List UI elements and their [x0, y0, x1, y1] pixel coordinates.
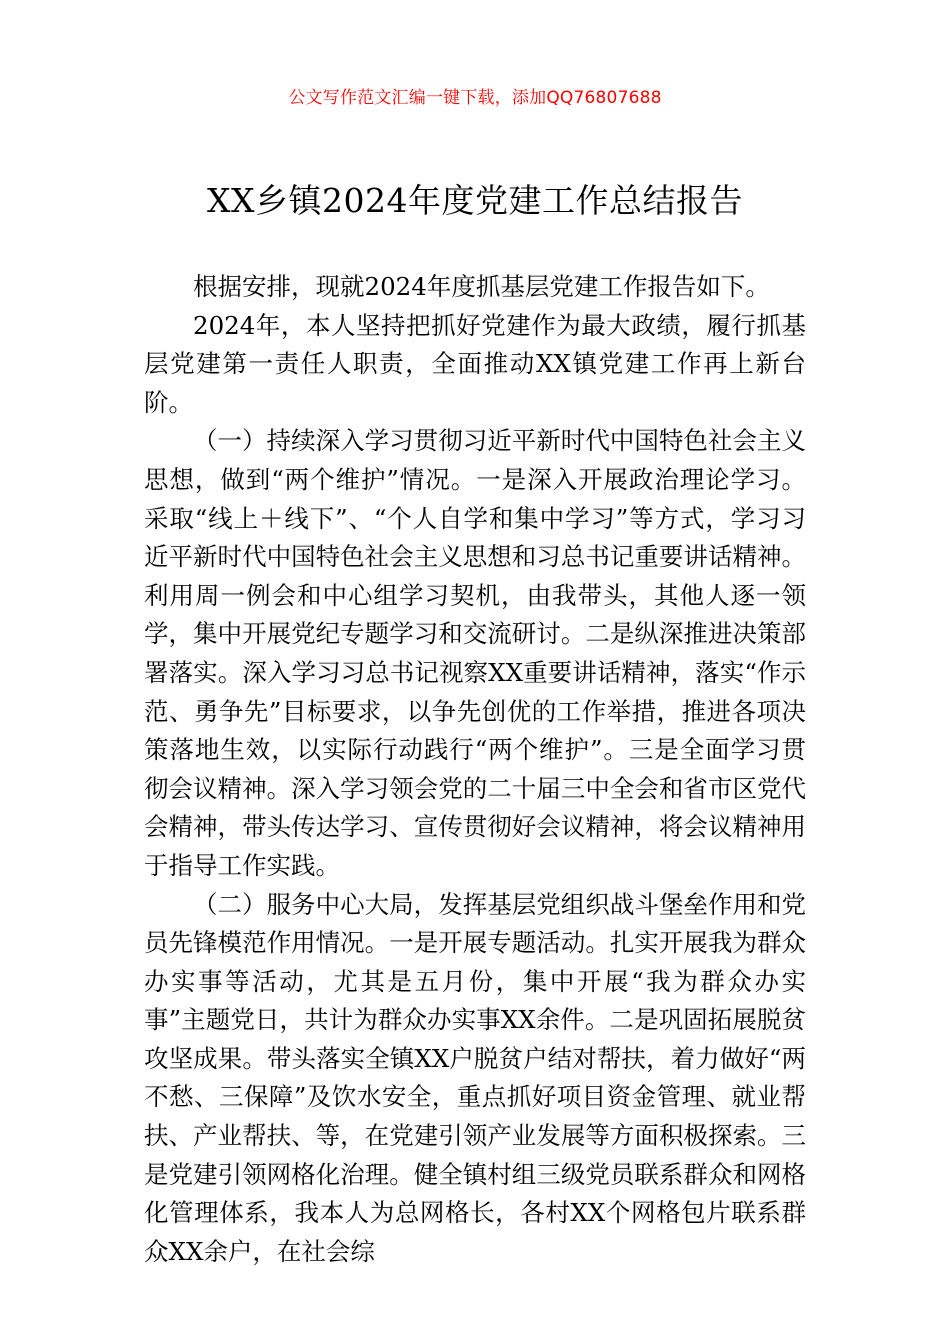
paragraph-intro: 根据安排，现就2024年度抓基层党建工作报告如下。 [193, 272, 770, 301]
document-body [144, 268, 806, 1271]
document-title: XX乡镇2024年度党建工作总结报告 [207, 181, 743, 220]
paragraph-section-2: （二）服务中心大局，发挥基层党组织战斗堡垒作用和党员先锋模范作用情况。一是开展专题活动。扎实开展我为群众办实事等活动，尤其是五月份，集中开展“我为群众办实事”主题党日，共计为群众办实事XX余件。二是巩固拓展脱贫攻坚成果。带头落实全镇XX户脱贫户结对帮扶，着力做好“两不愁、三保障”及饮水安全，重点抓好项目资金管理、就业帮扶、产业帮扶、等，在党建引领产业发展等方面积极探索。三是党建引领网格化治理。健全镇村组三级党员联系群众和网格化管理体系，我本人为总网格长，各村XX个网格包片联系群众XX余户，在社会综 [144, 889, 807, 1266]
paragraph-section-1: （一）持续深入学习贯彻习近平新时代中国特色社会主义思想，做到“两个维护”情况。一是深入开展政治理论学习。采取“线上＋线下”、“个人自学和集中学习”等方式，学习习近平新时代中国特色社会主义思想和习总书记重要讲话精神。利用周一例会和中心组学习契机，由我带头，其他人逐一领学，集中开展党纪专题学习和交流研讨。二是纵深推进决策部署落实。深入学习习总书记视察XX重要讲话精神，落实“作示范、勇争先”目标要求，以争先创优的工作举措，推进各项决策落地生效，以实际行动践行“两个维护”。三是全面学习贯彻会议精神。深入学习领会党的二十届三中全会和省市区党代会精神，带头传达学习、宣传贯彻好会议精神，将会议精神用于指导工作实践。 [144, 426, 806, 880]
promo-banner: 公文写作范文汇编一键下载，添加QQ76807688 [288, 88, 662, 108]
paragraph-overview: 2024年，本人坚持把抓好党建作为最大政绩，履行抓基层党建第一责任人职责，全面推动XX镇党建工作再上新台阶。 [144, 310, 806, 417]
